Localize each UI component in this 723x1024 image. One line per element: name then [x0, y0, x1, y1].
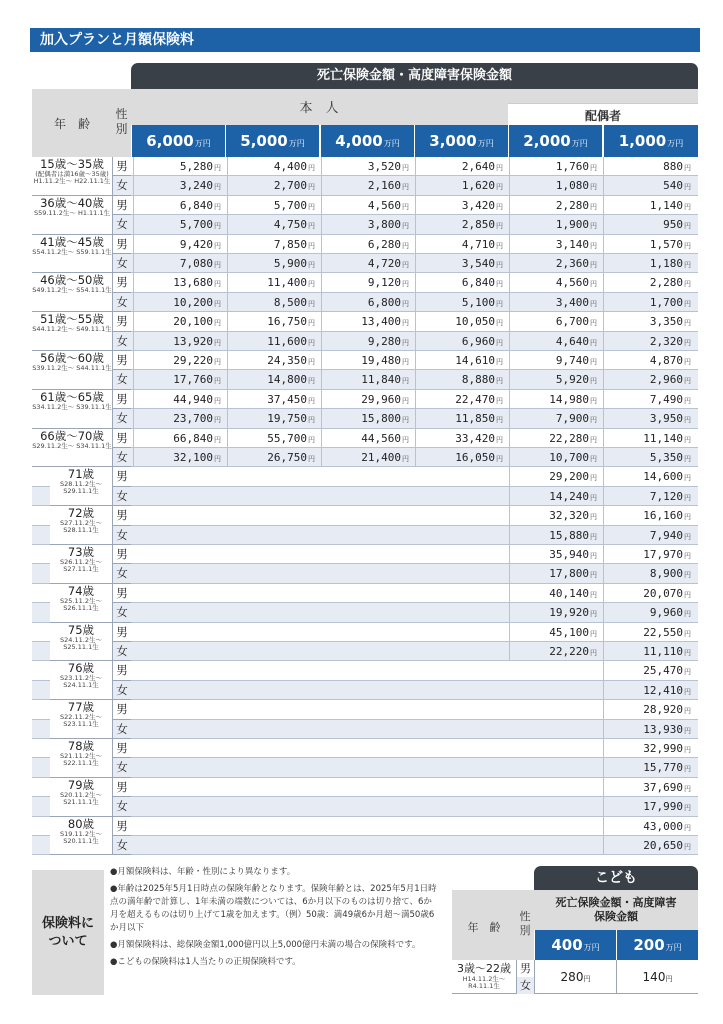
premium-cell: 9,420円 [133, 235, 227, 253]
premium-cell: 13,930円 [603, 720, 697, 738]
premium-cell: 35,940円 [509, 545, 603, 563]
age-cell: 72歳 S27.11.2生～ S28.11.1生 [50, 506, 112, 545]
premium-cell: 11,400円 [227, 273, 321, 291]
age-cell: 41歳～45歳 S54.11.2生～ S59.11.1生 [32, 235, 112, 274]
kids-female: 女 [516, 977, 534, 994]
sex-female: 女 [112, 564, 131, 583]
sex-male: 男 [112, 506, 131, 525]
table-row [32, 370, 698, 389]
amount-header-3: 3,000 万円 [414, 125, 508, 157]
table-row [32, 157, 698, 176]
sex-male: 男 [112, 545, 131, 564]
premium-cell: 6,840円 [133, 196, 227, 214]
premium-cell: 9,740円 [509, 351, 603, 369]
sex-female: 女 [112, 254, 131, 273]
premium-cell: 20,650円 [603, 836, 697, 854]
premium-cell: 6,840円 [415, 273, 509, 291]
premium-cell: 17,990円 [603, 797, 697, 815]
premium-cell: 37,450円 [227, 390, 321, 408]
premium-cell: 29,960円 [321, 390, 415, 408]
premium-cell: 1,620円 [415, 176, 509, 194]
table-row [32, 215, 698, 234]
premium-cell: 5,100円 [415, 293, 509, 311]
premium-cell: 32,320円 [509, 506, 603, 524]
kids-table [452, 866, 698, 996]
table-row [32, 564, 698, 583]
premium-cell: 10,200円 [133, 293, 227, 311]
table-row [32, 506, 698, 525]
sex-female: 女 [112, 758, 131, 777]
table-row [32, 312, 698, 331]
premium-cell: 22,280円 [509, 429, 603, 447]
premium-cell: 12,410円 [603, 681, 697, 699]
note-item: ●月額保険料は、年齢・性別により異なります。 [110, 867, 296, 877]
table-row [32, 526, 698, 545]
table-row [32, 409, 698, 428]
age-cell: 79歳 S20.11.2生～ S21.11.1生 [50, 778, 112, 817]
premium-cell: 2,360円 [509, 254, 603, 272]
premium-cell: 7,490円 [603, 390, 697, 408]
table-row [32, 623, 698, 642]
premium-cell: 14,610円 [415, 351, 509, 369]
spouse-header: 配偶者 [584, 109, 621, 123]
premium-cell: 5,900円 [227, 254, 321, 272]
premium-cell: 10,700円 [509, 448, 603, 466]
table-row [32, 467, 698, 486]
sex-male: 男 [112, 390, 131, 409]
sex-male: 男 [112, 584, 131, 603]
sex-male: 男 [112, 196, 131, 215]
page-title: 加入プランと月額保険料 [30, 28, 700, 52]
premium-cell: 5,350円 [603, 448, 697, 466]
premium-cell: 9,120円 [321, 273, 415, 291]
premium-cell: 28,920円 [603, 700, 697, 718]
premium-cell: 2,850円 [415, 215, 509, 233]
premium-cell: 7,940円 [603, 526, 697, 544]
premium-cell: 4,710円 [415, 235, 509, 253]
premium-cell: 1,570円 [603, 235, 697, 253]
premium-cell: 29,200円 [509, 467, 603, 485]
premium-cell: 15,770円 [603, 758, 697, 776]
premium-cell: 26,750円 [227, 448, 321, 466]
table-row [32, 332, 698, 351]
note-item: ●月額保険料は、総保険金額1,000億円以上5,000億円未満の場合の保険料です。 [110, 940, 421, 950]
premium-cell: 1,900円 [509, 215, 603, 233]
table-row [32, 235, 698, 254]
age-cell: 15歳～35歳 (配偶者は満16歳～35歳) H1.11.2生～ H22.11.1生 [32, 157, 112, 196]
age-cell: 73歳 S26.11.2生～ S27.11.1生 [50, 545, 112, 584]
sex-header: 性別 [115, 107, 128, 136]
premium-cell: 23,700円 [133, 409, 227, 427]
sex-female: 女 [112, 681, 131, 700]
premium-cell: 16,160円 [603, 506, 697, 524]
age-header: 年 齢 [53, 117, 90, 131]
table-row [32, 758, 698, 777]
table-row [32, 642, 698, 661]
sex-male: 男 [112, 778, 131, 797]
table-row [32, 681, 698, 700]
premium-cell: 880円 [603, 157, 697, 175]
table-row [32, 661, 698, 680]
table-row [32, 254, 698, 273]
premium-cell: 17,800円 [509, 564, 603, 582]
table-row [32, 720, 698, 739]
premium-cell: 13,920円 [133, 332, 227, 350]
sex-female: 女 [112, 603, 131, 622]
premium-cell: 6,280円 [321, 235, 415, 253]
premium-cell: 33,420円 [415, 429, 509, 447]
premium-cell: 14,980円 [509, 390, 603, 408]
sex-female: 女 [112, 526, 131, 545]
premium-cell: 17,970円 [603, 545, 697, 563]
premium-cell: 11,850円 [415, 409, 509, 427]
amount-header-1: 5,000 万円 [225, 125, 319, 157]
insured-header: 本 人 [299, 101, 339, 116]
premium-cell: 4,750円 [227, 215, 321, 233]
premium-cell: 11,600円 [227, 332, 321, 350]
premium-cell: 8,880円 [415, 370, 509, 388]
sex-female: 女 [112, 448, 131, 467]
premium-cell: 2,700円 [227, 176, 321, 194]
table-row [32, 739, 698, 758]
premium-cell: 29,220円 [133, 351, 227, 369]
premium-cell: 950円 [603, 215, 697, 233]
premium-cell: 4,400円 [227, 157, 321, 175]
premium-cell: 2,280円 [603, 273, 697, 291]
age-cell: 36歳～40歳 S59.11.2生～ H1.11.1生 [32, 196, 112, 235]
premium-cell: 8,900円 [603, 564, 697, 582]
premium-cell: 43,000円 [603, 817, 697, 835]
premium-cell: 19,750円 [227, 409, 321, 427]
sex-male: 男 [112, 817, 131, 836]
premium-cell: 13,400円 [321, 312, 415, 330]
premium-cell: 6,960円 [415, 332, 509, 350]
premium-cell: 1,080円 [509, 176, 603, 194]
sex-female: 女 [112, 215, 131, 234]
premium-cell: 5,280円 [133, 157, 227, 175]
sex-male: 男 [112, 739, 131, 758]
sex-male: 男 [112, 235, 131, 254]
age-cell: 77歳 S22.11.2生～ S23.11.1生 [50, 700, 112, 739]
table-row [32, 487, 698, 506]
premium-cell: 11,840円 [321, 370, 415, 388]
sex-female: 女 [112, 836, 131, 855]
premium-cell: 3,420円 [415, 196, 509, 214]
premium-cell: 32,100円 [133, 448, 227, 466]
kids-age-header: 年 齢 [467, 921, 501, 934]
premium-cell: 11,140円 [603, 429, 697, 447]
table-row [32, 817, 698, 836]
table-row [32, 797, 698, 816]
premium-cell: 3,950円 [603, 409, 697, 427]
premium-cell: 16,750円 [227, 312, 321, 330]
age-cell: 76歳 S23.11.2生～ S24.11.1生 [50, 661, 112, 700]
premium-cell: 7,080円 [133, 254, 227, 272]
premium-cell: 22,220円 [509, 642, 603, 660]
premium-cell: 22,470円 [415, 390, 509, 408]
kids-title: こども [534, 866, 698, 890]
footer [32, 866, 698, 996]
premium-cell: 5,700円 [227, 196, 321, 214]
premium-cell: 1,760円 [509, 157, 603, 175]
premium-cell: 3,520円 [321, 157, 415, 175]
premium-cell: 44,560円 [321, 429, 415, 447]
table-row [32, 351, 698, 370]
age-cell: 75歳 S24.11.2生～ S25.11.1生 [50, 623, 112, 662]
sex-female: 女 [112, 487, 131, 506]
sex-male: 男 [112, 700, 131, 719]
premium-cell: 4,720円 [321, 254, 415, 272]
sex-male: 男 [112, 351, 131, 370]
premium-cell: 22,550円 [603, 623, 697, 641]
premium-cell: 20,070円 [603, 584, 697, 602]
premium-cell: 3,400円 [509, 293, 603, 311]
table-row [32, 700, 698, 719]
premium-cell: 4,640円 [509, 332, 603, 350]
premium-cell: 24,350円 [227, 351, 321, 369]
sex-female: 女 [112, 409, 131, 428]
premium-cell: 17,760円 [133, 370, 227, 388]
kids-male: 男 [516, 960, 534, 977]
premium-cell: 15,880円 [509, 526, 603, 544]
table-row [32, 545, 698, 564]
kids-amount-200: 200 万円 [616, 930, 698, 960]
sex-female: 女 [112, 797, 131, 816]
premium-cell: 4,560円 [321, 196, 415, 214]
premium-cell: 32,990円 [603, 739, 697, 757]
premium-cell: 2,960円 [603, 370, 697, 388]
premium-cell: 3,240円 [133, 176, 227, 194]
kids-benefit-header: 死亡保険金額・高度障害保険金額 [534, 890, 698, 930]
premium-cell: 25,470円 [603, 661, 697, 679]
death-benefit-header: 死亡保険金額・高度障害保険金額 [131, 63, 698, 89]
table-row [32, 836, 698, 855]
table-row [32, 273, 698, 292]
premium-cell: 37,690円 [603, 778, 697, 796]
premium-cell: 7,900円 [509, 409, 603, 427]
premium-cell: 3,350円 [603, 312, 697, 330]
age-cell: 78歳 S21.11.2生～ S22.11.1生 [50, 739, 112, 778]
kids-sex-header: 性別 [519, 910, 531, 937]
kids-premium-200: 140円 [616, 960, 698, 994]
premium-cell: 5,920円 [509, 370, 603, 388]
premium-cell: 19,920円 [509, 603, 603, 621]
premium-cell: 7,850円 [227, 235, 321, 253]
table-row [32, 390, 698, 409]
sex-male: 男 [112, 312, 131, 331]
premium-cell: 6,800円 [321, 293, 415, 311]
sex-female: 女 [112, 332, 131, 351]
age-cell: 71歳 S28.11.2生～ S29.11.1生 [50, 467, 112, 506]
premium-cell: 14,600円 [603, 467, 697, 485]
age-cell: 80歳 S19.11.2生～ S20.11.1生 [50, 817, 112, 856]
sex-female: 女 [112, 293, 131, 312]
table-row [32, 293, 698, 312]
kids-age-cell: 3歳～22歳 H14.11.2生～ R4.11.1生 [452, 960, 516, 994]
kids-premium-400: 280円 [534, 960, 616, 994]
sex-male: 男 [112, 429, 131, 448]
premium-cell: 3,140円 [509, 235, 603, 253]
sex-male: 男 [112, 661, 131, 680]
premium-cell: 5,700円 [133, 215, 227, 233]
premium-cell: 40,140円 [509, 584, 603, 602]
amount-header-5: 1,000 万円 [603, 125, 698, 157]
premium-cell: 2,320円 [603, 332, 697, 350]
table-row [32, 196, 698, 215]
premium-cell: 14,240円 [509, 487, 603, 505]
premium-cell: 45,100円 [509, 623, 603, 641]
sex-male: 男 [112, 467, 131, 486]
age-cell: 74歳 S25.11.2生～ S26.11.1生 [50, 584, 112, 623]
premium-cell: 55,700円 [227, 429, 321, 447]
age-cell: 61歳～65歳 S34.11.2生～ S39.11.1生 [32, 390, 112, 429]
premium-cell: 13,680円 [133, 273, 227, 291]
premium-cell: 21,400円 [321, 448, 415, 466]
sex-male: 男 [112, 157, 131, 176]
premium-cell: 66,840円 [133, 429, 227, 447]
premium-cell: 9,280円 [321, 332, 415, 350]
premium-notes [110, 866, 440, 973]
premium-cell: 15,800円 [321, 409, 415, 427]
sex-male: 男 [112, 273, 131, 292]
premium-cell: 1,700円 [603, 293, 697, 311]
sex-female: 女 [112, 176, 131, 195]
premium-table [32, 63, 698, 858]
premium-cell: 4,870円 [603, 351, 697, 369]
amount-header-2: 4,000 万円 [320, 125, 414, 157]
premium-note-box: 保険料について [32, 870, 104, 995]
table-row [32, 778, 698, 797]
premium-cell: 4,560円 [509, 273, 603, 291]
premium-cell: 11,110円 [603, 642, 697, 660]
premium-cell: 16,050円 [415, 448, 509, 466]
kids-amount-400: 400 万円 [534, 930, 616, 960]
premium-cell: 540円 [603, 176, 697, 194]
premium-cell: 2,640円 [415, 157, 509, 175]
premium-cell: 3,540円 [415, 254, 509, 272]
premium-cell: 14,800円 [227, 370, 321, 388]
premium-cell: 10,050円 [415, 312, 509, 330]
sex-male: 男 [112, 623, 131, 642]
premium-cell: 3,800円 [321, 215, 415, 233]
premium-cell: 44,940円 [133, 390, 227, 408]
age-cell: 51歳～55歳 S44.11.2生～ S49.11.1生 [32, 312, 112, 351]
amount-header-0: 6,000 万円 [131, 125, 225, 157]
premium-cell: 6,700円 [509, 312, 603, 330]
age-cell: 66歳～70歳 S29.11.2生～ S34.11.1生 [32, 429, 112, 468]
table-row [32, 429, 698, 448]
premium-cell: 8,500円 [227, 293, 321, 311]
sex-female: 女 [112, 642, 131, 661]
premium-cell: 7,120円 [603, 487, 697, 505]
age-cell: 56歳～60歳 S39.11.2生～ S44.11.1生 [32, 351, 112, 390]
table-row [32, 603, 698, 622]
amount-header-4: 2,000 万円 [508, 125, 602, 157]
premium-cell: 1,140円 [603, 196, 697, 214]
premium-cell: 2,280円 [509, 196, 603, 214]
note-item: ●年齢は2025年5月1日時点の保険年齢となります。保険年齢とは、2025年5月1日時点の満年齢で計算し、1年未満の端数については、6か月以下のものは切り捨て、6か月を超えるものは切り上げて1歳を加えます。（例）50歳：満49歳6か月超～満50歳6か月以下 [110, 884, 437, 933]
sex-female: 女 [112, 720, 131, 739]
premium-cell: 1,180円 [603, 254, 697, 272]
age-cell: 46歳～50歳 S49.11.2生～ S54.11.1生 [32, 273, 112, 312]
table-row [32, 176, 698, 195]
sex-female: 女 [112, 370, 131, 389]
premium-cell: 9,960円 [603, 603, 697, 621]
table-row [32, 584, 698, 603]
premium-cell: 2,160円 [321, 176, 415, 194]
note-item: ●こどもの保険料は1人当たりの正規保険料です。 [110, 957, 301, 967]
table-row [32, 448, 698, 467]
premium-cell: 19,480円 [321, 351, 415, 369]
premium-cell: 20,100円 [133, 312, 227, 330]
